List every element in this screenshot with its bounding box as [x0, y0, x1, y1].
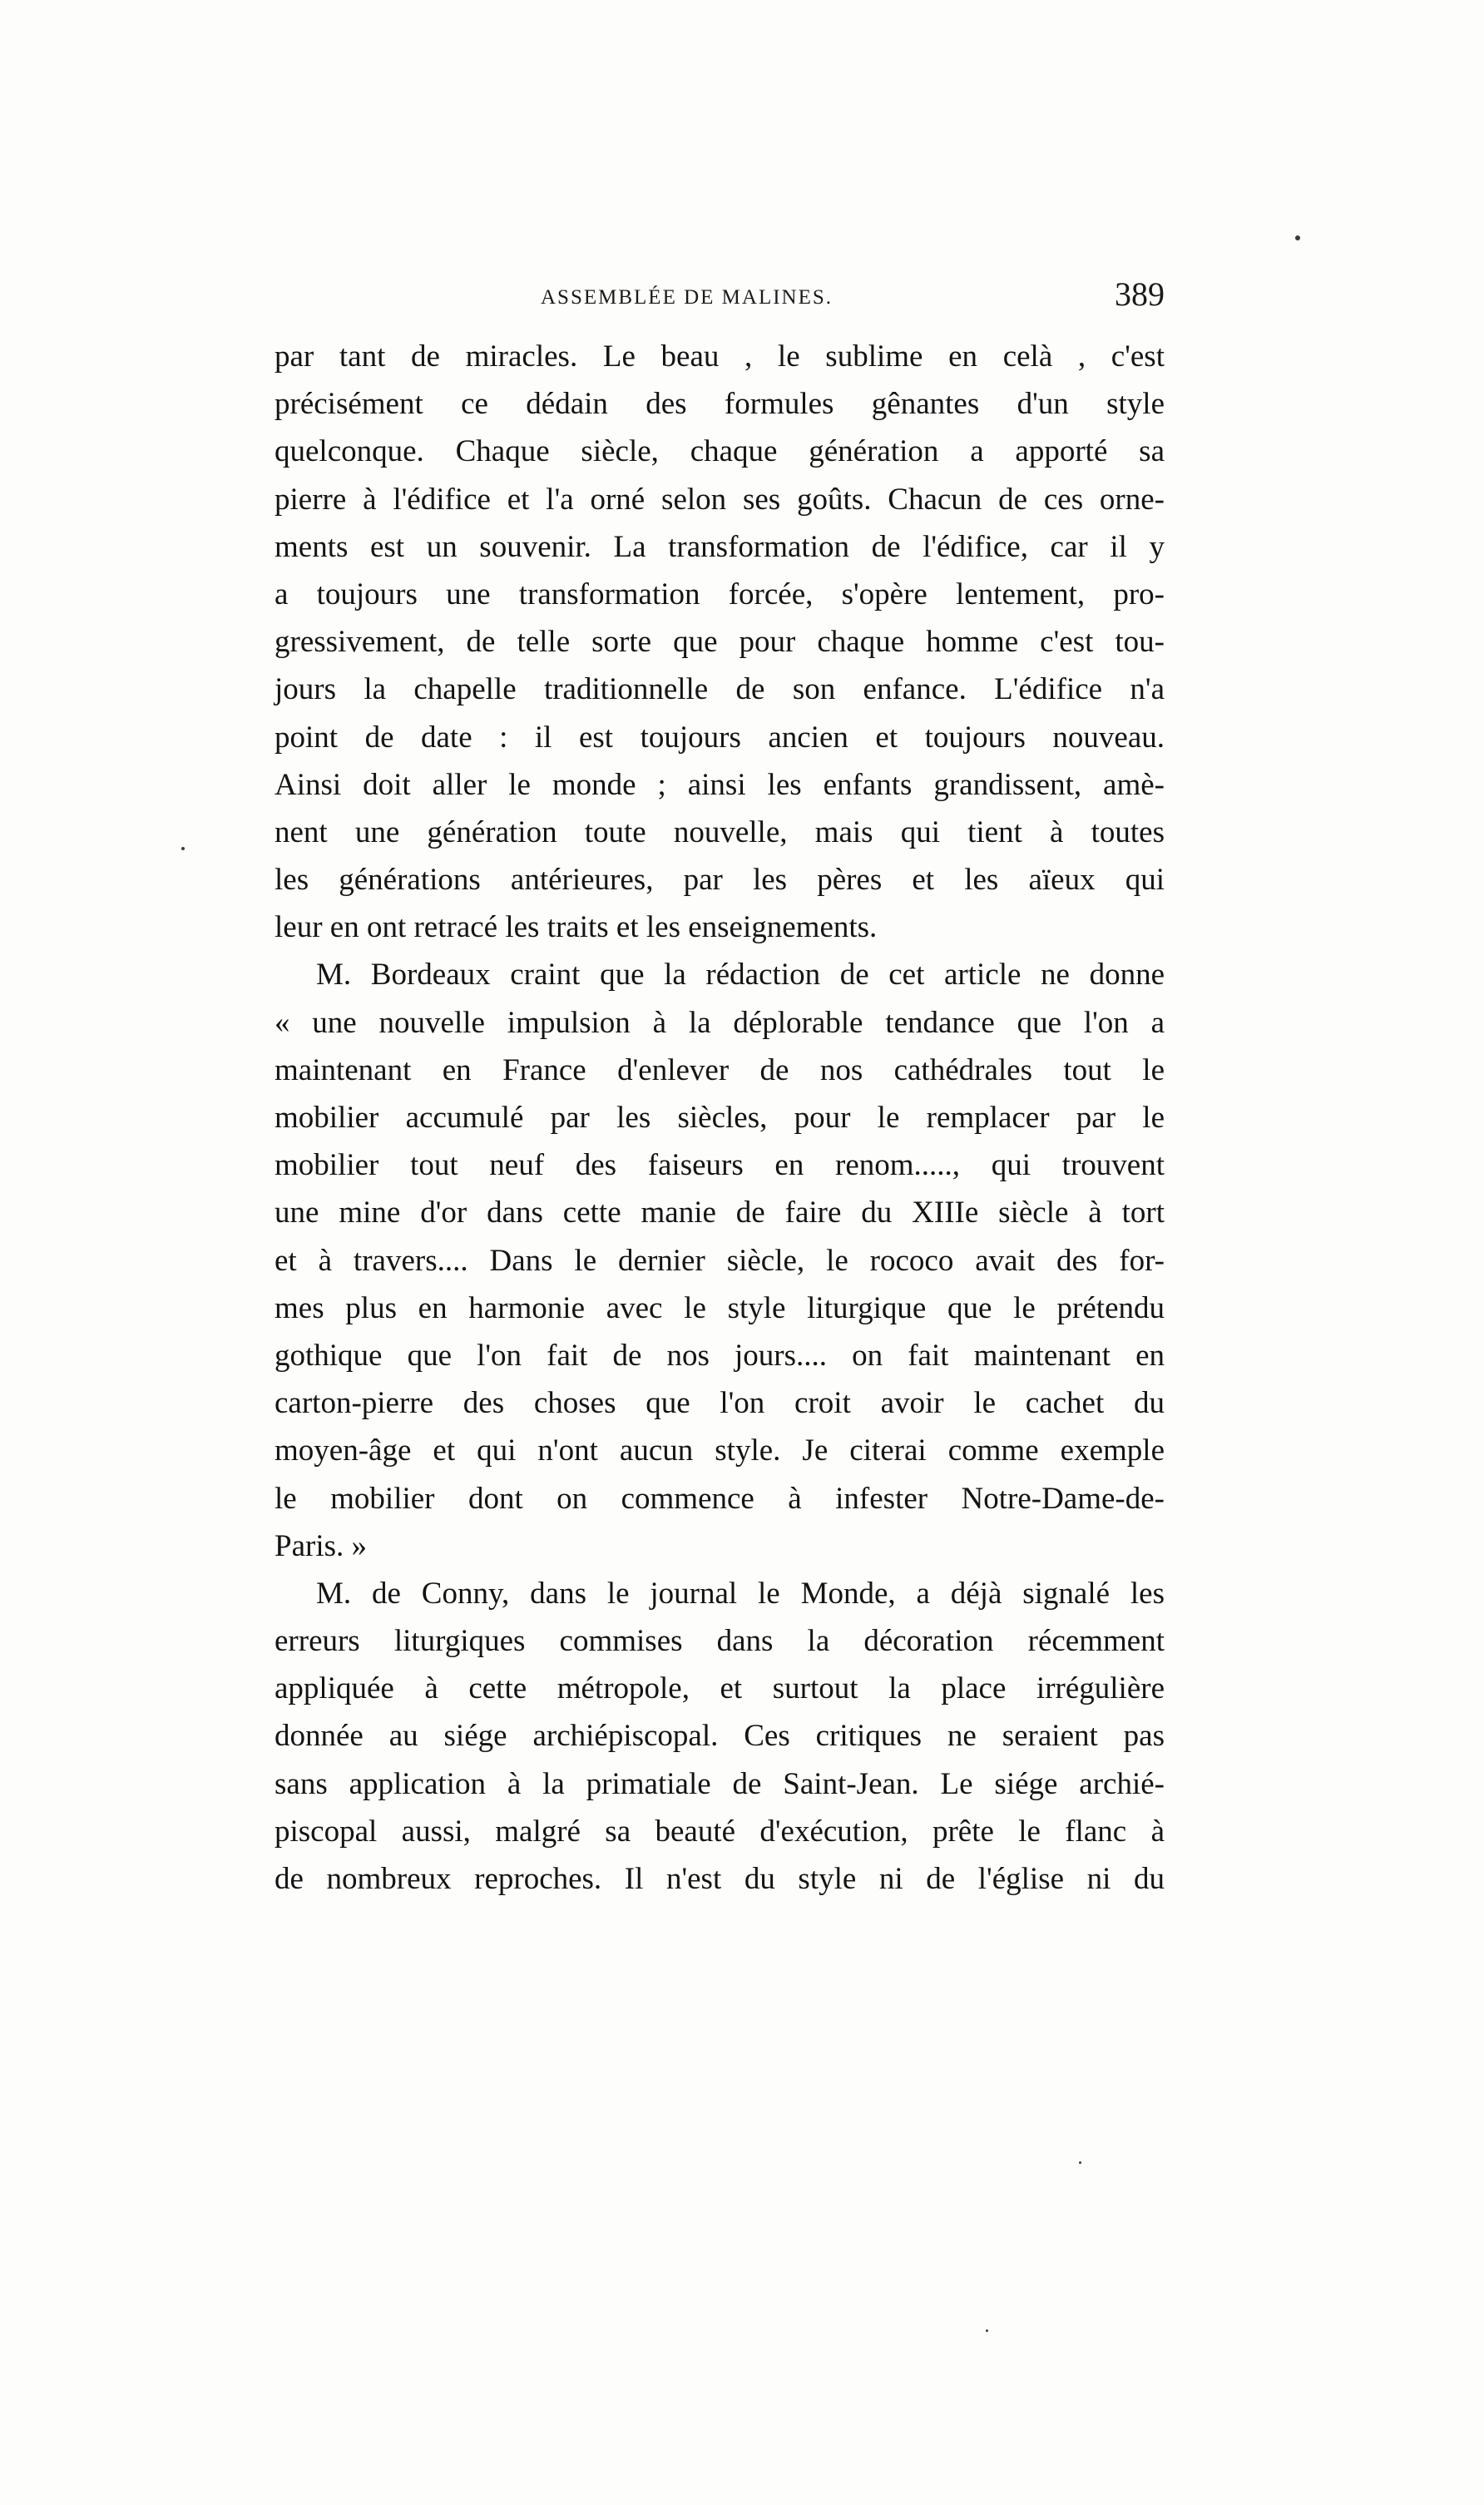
text-line: a toujours une transformation forcée, s'opère lentement, pro- [275, 577, 1165, 611]
paragraph-1 [275, 333, 1165, 951]
text-line: ments est un souvenir. La transformation de l'édifice, car il y [275, 529, 1165, 564]
scan-speck [181, 847, 185, 850]
scan-speck [986, 2329, 988, 2332]
text-line: appliquée à cette métropole, et surtout la place irrégulière [275, 1671, 1165, 1706]
text-line: une mine d'or dans cette manie de faire du XIIIe siècle à tort [275, 1196, 1165, 1230]
text-line: donnée au siége archiépiscopal. Ces critiques ne seraient pas [275, 1719, 1165, 1754]
running-head [275, 275, 1165, 316]
text-line: M. Bordeaux craint que la rédaction de cet article ne donne [316, 958, 1165, 993]
text-line: « une nouvelle impulsion à la déplorable tendance que l'on a [275, 1005, 1165, 1040]
running-title: ASSEMBLÉE DE MALINES. [541, 286, 834, 309]
text-line: pierre à l'édifice et l'a orné selon ses goûts. Chacun de ces orne- [275, 482, 1165, 517]
text-line: leur en ont retracé les traits et les enseignements. [275, 910, 878, 945]
text-line: et à travers.... Dans le dernier siècle, le rococo avait des for- [275, 1243, 1165, 1278]
body-text [275, 333, 1165, 1903]
text-line: précisément ce dédain des formules gênantes d'un style [275, 387, 1165, 422]
text-line: erreurs liturgiques commises dans la décoration récemment [275, 1624, 1165, 1659]
scan-speck [1079, 2161, 1081, 2164]
text-line: maintenant en France d'enlever de nos cathédrales tout le [275, 1052, 1165, 1087]
text-line: Ainsi doit aller le monde ; ainsi les enfants grandissent, amè- [275, 767, 1165, 802]
text-line: jours la chapelle traditionnelle de son enfance. L'édifice n'a [275, 672, 1165, 707]
text-line: le mobilier dont on commence à infester Notre-Dame-de- [275, 1481, 1165, 1516]
text-line: par tant de miracles. Le beau , le sublime en celà , c'est [275, 339, 1165, 374]
text-line: de nombreux reproches. Il n'est du style ni de l'église ni du [275, 1862, 1165, 1896]
text-line: point de date : il est toujours ancien et toujours nouveau. [275, 720, 1165, 755]
text-line: carton-pierre des choses que l'on croit avoir le cachet du [275, 1386, 1165, 1421]
text-line: Paris. » [275, 1528, 367, 1563]
text-line: piscopal aussi, malgré sa beauté d'exécution, prête le flanc à [275, 1814, 1165, 1849]
text-line: mobilier accumulé par les siècles, pour le remplacer par le [275, 1101, 1165, 1135]
text-line: mes plus en harmonie avec le style liturgique que le prétendu [275, 1290, 1165, 1325]
text-line: les générations antérieures, par les pères et les aïeux qui [275, 863, 1165, 898]
scan-speck [1295, 235, 1300, 240]
page-number: 389 [1115, 275, 1165, 313]
paragraph-2 [275, 951, 1165, 1569]
text-line: gothique que l'on fait de nos jours.... on fait maintenant en [275, 1338, 1165, 1373]
text-line: mobilier tout neuf des faiseurs en renom....., qui trouvent [275, 1148, 1165, 1183]
text-line: M. de Conny, dans le journal le Monde, a déjà signalé les [316, 1576, 1165, 1611]
text-line: sans application à la primatiale de Saint-Jean. Le siége archié- [275, 1766, 1165, 1801]
text-line: quelconque. Chaque siècle, chaque génération a apporté sa [275, 434, 1165, 469]
text-line: nent une génération toute nouvelle, mais qui tient à toutes [275, 814, 1165, 849]
text-line: moyen-âge et qui n'ont aucun style. Je citerai comme exemple [275, 1433, 1165, 1468]
paragraph-3 [275, 1570, 1165, 1903]
text-line: gressivement, de telle sorte que pour chaque homme c'est tou- [275, 625, 1165, 660]
